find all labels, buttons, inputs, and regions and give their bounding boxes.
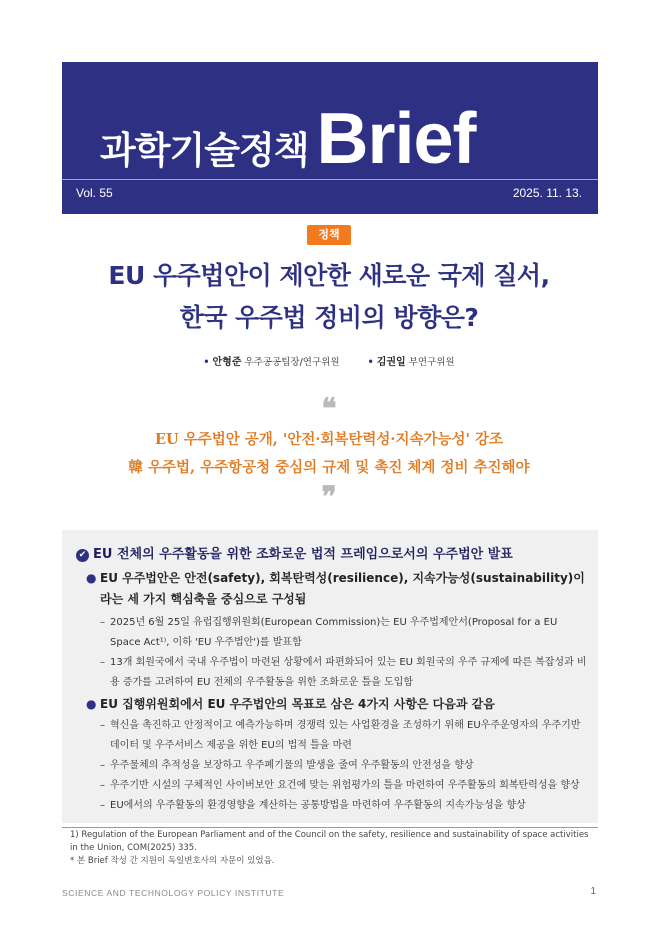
page-number: 1 [590, 886, 596, 897]
summary-sub-item [100, 776, 588, 796]
summary-bullet [86, 694, 586, 715]
title-english: Brief [316, 99, 476, 179]
bullet-icon: • [367, 357, 374, 368]
dash-icon: – [100, 760, 105, 771]
bullet-icon: ● [86, 697, 97, 711]
summary-sub-item [100, 653, 588, 693]
footer-institute: SCIENCE AND TECHNOLOGY POLICY INSTITUTE [62, 888, 285, 898]
dash-icon: – [100, 657, 105, 668]
footnote-1: 1) Regulation of the European Parliament and of the Council on the safety, resilience and sustainability of space activities in the Union, COM(2025) 335. [70, 830, 589, 853]
check-circle-icon: ✔ [76, 549, 89, 562]
summary-sub-item [100, 716, 588, 756]
section-heading-text: EU 전체의 우주활동을 위한 조화로운 법적 프레임으로서의 우주법안 발표 [93, 547, 513, 562]
summary-sub-item [100, 796, 588, 816]
summary-sub-item [100, 613, 588, 653]
author-name: 김권일 [376, 357, 406, 368]
dash-icon: – [100, 720, 105, 731]
open-quote-icon: ❝ [321, 392, 337, 425]
summary-bullet [86, 568, 586, 610]
masthead-banner [62, 62, 598, 214]
bullet-text: EU 집행위원회에서 EU 우주법안의 목표로 삼은 4가지 사항은 다음과 같음 [100, 697, 495, 711]
author-name: 안형준 [212, 357, 242, 368]
close-quote-icon: ❞ [321, 480, 337, 513]
dash-icon: – [100, 780, 105, 791]
bullet-icon: ● [86, 571, 97, 585]
footnote-divider [62, 827, 598, 828]
title-korean: 과학기술정책 [100, 129, 309, 172]
category-tag: 정책 [307, 225, 351, 245]
volume-number: Vol. 55 [76, 186, 113, 200]
sub-item-text: 우주기반 시설의 구체적인 사이버보안 요건에 맞는 위험평가의 틀을 마련하여 우주활동의 회복탄력성을 향상 [110, 780, 580, 791]
sub-item-text: 우주물체의 추적성을 보장하고 우주폐기물의 발생을 줄여 우주활동의 안전성을 향상 [110, 760, 474, 771]
dash-icon: – [100, 800, 105, 811]
sub-item-text: 2025년 6월 25일 유럽집행위원회(European Commission)는 EU 우주법제안서(Proposal for a EU Space Act¹⁾, 이하 'EU 우주법안')를 발표함 [110, 617, 558, 648]
bullet-icon: • [203, 357, 210, 368]
section-heading [76, 543, 513, 562]
highlight-line-2: 韓 우주법, 우주항공청 중심의 규제 및 촉진 체계 정비 추진해야 [128, 459, 530, 476]
sub-item-text: 13개 회원국에서 국내 우주법이 마련된 상황에서 파편화되어 있는 EU 회원국의 우주 규제에 따른 복잡성과 비용 증가를 고려하여 EU 전체의 우주활동을 위한 조화로운 틀을 도입함 [110, 657, 587, 688]
publication-title [100, 98, 476, 180]
summary-sub-item [100, 756, 588, 776]
sub-item-text: EU에서의 우주활동의 환경영향을 계산하는 공통방법을 마련하여 우주활동의 지속가능성을 향상 [110, 800, 526, 811]
footnote-2: * 본 Brief 작성 간 지원이 독일변호사의 자문이 있었음. [70, 856, 275, 866]
bullet-text: EU 우주법안은 안전(safety), 회복탄력성(resilience), 지속가능성(sustainability)이라는 세 가지 핵심축을 중심으로 구성됨 [100, 571, 585, 606]
issue-date: 2025. 11. 13. [512, 186, 582, 200]
author-list [0, 353, 658, 368]
author-role: 부연구위원 [408, 357, 455, 368]
headline-line-1: EU 우주법안이 제안한 새로운 국제 질서, [108, 261, 550, 290]
sub-item-text: 혁신을 촉진하고 안정적이고 예측가능하며 경쟁력 있는 사업환경을 조성하기 위해 EU우주운영자의 우주기반 데이터 및 우주서비스 제공을 위한 EU의 법적 틀을 마련 [110, 720, 581, 751]
banner-divider [62, 179, 598, 180]
summary-box [62, 530, 598, 823]
dash-icon: – [100, 617, 105, 628]
author-role: 우주공공팀장/연구위원 [244, 357, 340, 368]
headline-line-2: 한국 우주법 정비의 방향은? [179, 303, 479, 332]
highlight-line-1: EU 우주법안 공개, '안전·회복탄력성·지속가능성' 강조 [154, 431, 504, 448]
